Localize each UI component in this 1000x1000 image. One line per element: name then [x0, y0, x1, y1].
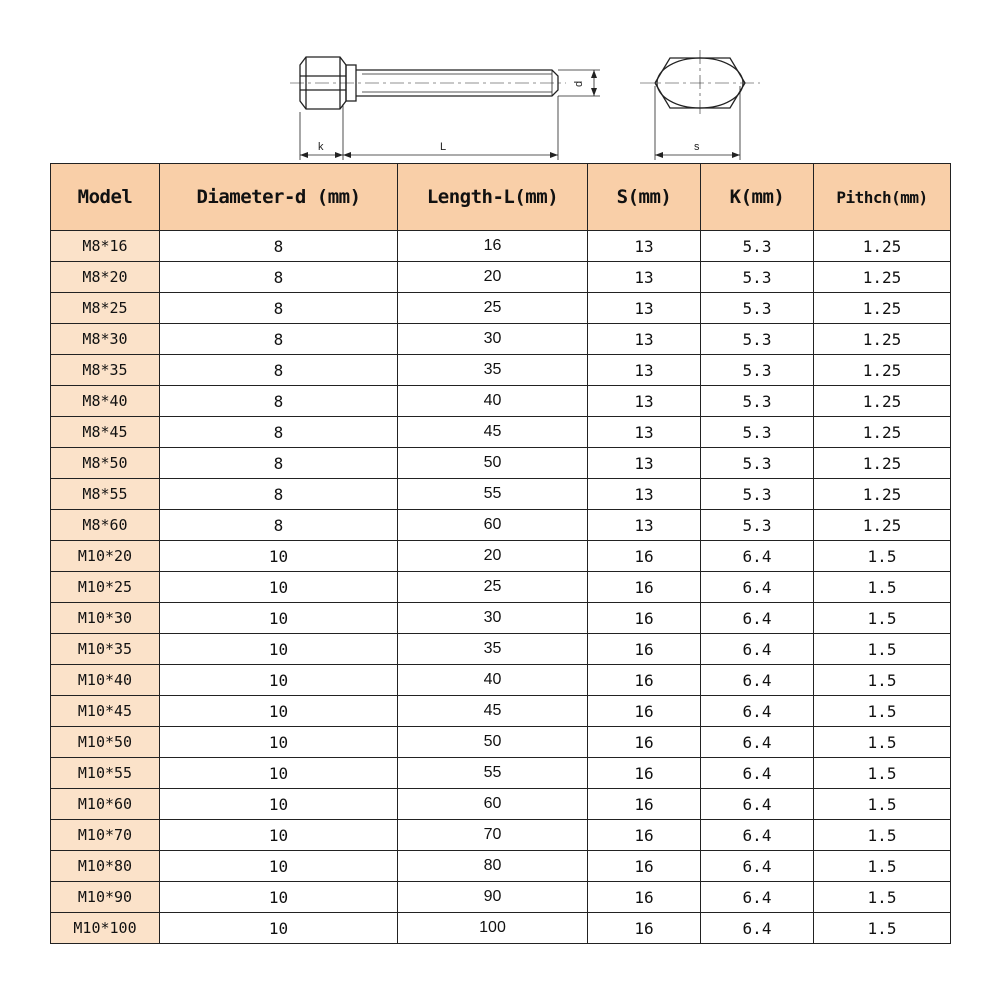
cell-s: 13	[588, 355, 701, 386]
cell-s: 16	[588, 634, 701, 665]
cell-pitch: 1.25	[814, 293, 951, 324]
table-row	[51, 851, 951, 882]
cell-k: 6.4	[701, 572, 814, 603]
cell-k: 6.4	[701, 634, 814, 665]
cell-pitch: 1.5	[814, 572, 951, 603]
cell-pitch: 1.5	[814, 696, 951, 727]
cell-length: 20	[398, 262, 588, 293]
cell-k: 6.4	[701, 789, 814, 820]
cell-length: 90	[398, 882, 588, 913]
label-s: s	[694, 141, 700, 153]
cell-diameter: 10	[160, 696, 398, 727]
cell-length: 35	[398, 355, 588, 386]
cell-model: M8*30	[51, 324, 160, 355]
cell-diameter: 10	[160, 913, 398, 944]
cell-k: 6.4	[701, 603, 814, 634]
table-row	[51, 510, 951, 541]
table-row	[51, 913, 951, 944]
cell-length: 20	[398, 541, 588, 572]
cell-pitch: 1.25	[814, 355, 951, 386]
table-row	[51, 355, 951, 386]
cell-model: M10*80	[51, 851, 160, 882]
cell-pitch: 1.5	[814, 820, 951, 851]
cell-s: 13	[588, 231, 701, 262]
cell-s: 16	[588, 603, 701, 634]
header-s: S(mm)	[588, 164, 701, 231]
cell-model: M8*45	[51, 417, 160, 448]
cell-model: M10*100	[51, 913, 160, 944]
cell-length: 60	[398, 789, 588, 820]
cell-pitch: 1.25	[814, 262, 951, 293]
cell-model: M8*60	[51, 510, 160, 541]
cell-diameter: 10	[160, 758, 398, 789]
cell-diameter: 10	[160, 851, 398, 882]
cell-length: 25	[398, 572, 588, 603]
bolt-spec-table	[50, 163, 951, 944]
cell-s: 13	[588, 479, 701, 510]
cell-model: M10*60	[51, 789, 160, 820]
cell-diameter: 8	[160, 448, 398, 479]
cell-model: M10*20	[51, 541, 160, 572]
table-row	[51, 758, 951, 789]
cell-k: 5.3	[701, 417, 814, 448]
cell-s: 16	[588, 789, 701, 820]
table-row	[51, 417, 951, 448]
cell-pitch: 1.25	[814, 510, 951, 541]
cell-k: 6.4	[701, 851, 814, 882]
cell-pitch: 1.5	[814, 882, 951, 913]
cell-model: M10*25	[51, 572, 160, 603]
cell-diameter: 8	[160, 386, 398, 417]
header-model: Model	[51, 164, 160, 231]
cell-model: M10*90	[51, 882, 160, 913]
table-row	[51, 448, 951, 479]
cell-s: 13	[588, 448, 701, 479]
cell-s: 16	[588, 851, 701, 882]
cell-diameter: 10	[160, 634, 398, 665]
header-k: K(mm)	[701, 164, 814, 231]
label-d: d	[573, 80, 585, 87]
cell-diameter: 10	[160, 820, 398, 851]
cell-diameter: 8	[160, 231, 398, 262]
table-row	[51, 634, 951, 665]
cell-model: M10*35	[51, 634, 160, 665]
cell-k: 6.4	[701, 820, 814, 851]
cell-k: 5.3	[701, 324, 814, 355]
cell-s: 16	[588, 913, 701, 944]
cell-pitch: 1.25	[814, 231, 951, 262]
table-row	[51, 479, 951, 510]
table-row	[51, 820, 951, 851]
table-row	[51, 293, 951, 324]
cell-length: 25	[398, 293, 588, 324]
table-row	[51, 324, 951, 355]
cell-model: M10*40	[51, 665, 160, 696]
cell-k: 5.3	[701, 231, 814, 262]
cell-k: 6.4	[701, 665, 814, 696]
cell-k: 6.4	[701, 727, 814, 758]
cell-diameter: 8	[160, 262, 398, 293]
cell-s: 13	[588, 417, 701, 448]
header-diameter: Diameter-d (mm)	[160, 164, 398, 231]
cell-pitch: 1.5	[814, 603, 951, 634]
cell-length: 35	[398, 634, 588, 665]
cell-pitch: 1.25	[814, 386, 951, 417]
cell-pitch: 1.5	[814, 665, 951, 696]
cell-model: M10*55	[51, 758, 160, 789]
cell-s: 13	[588, 386, 701, 417]
cell-length: 55	[398, 758, 588, 789]
cell-s: 13	[588, 262, 701, 293]
cell-s: 16	[588, 541, 701, 572]
cell-diameter: 10	[160, 541, 398, 572]
cell-diameter: 10	[160, 572, 398, 603]
cell-s: 13	[588, 293, 701, 324]
table-row	[51, 727, 951, 758]
cell-diameter: 8	[160, 510, 398, 541]
cell-length: 16	[398, 231, 588, 262]
table-header-row	[51, 164, 951, 231]
cell-model: M10*70	[51, 820, 160, 851]
table-row	[51, 603, 951, 634]
cell-pitch: 1.5	[814, 541, 951, 572]
cell-model: M8*16	[51, 231, 160, 262]
cell-s: 16	[588, 820, 701, 851]
cell-s: 16	[588, 572, 701, 603]
cell-pitch: 1.25	[814, 448, 951, 479]
cell-pitch: 1.25	[814, 324, 951, 355]
cell-pitch: 1.5	[814, 789, 951, 820]
table-row	[51, 231, 951, 262]
cell-model: M10*30	[51, 603, 160, 634]
cell-diameter: 8	[160, 417, 398, 448]
cell-model: M8*50	[51, 448, 160, 479]
table-row	[51, 386, 951, 417]
cell-length: 45	[398, 417, 588, 448]
cell-pitch: 1.5	[814, 758, 951, 789]
header-pitch: Pithch(mm)	[814, 164, 951, 231]
cell-model: M8*40	[51, 386, 160, 417]
header-length: Length-L(mm)	[398, 164, 588, 231]
cell-k: 5.3	[701, 448, 814, 479]
cell-s: 16	[588, 696, 701, 727]
bolt-dimension-diagram	[0, 0, 1000, 165]
cell-s: 16	[588, 882, 701, 913]
cell-s: 16	[588, 665, 701, 696]
table-row	[51, 665, 951, 696]
cell-length: 45	[398, 696, 588, 727]
cell-k: 6.4	[701, 541, 814, 572]
cell-s: 16	[588, 758, 701, 789]
cell-length: 55	[398, 479, 588, 510]
cell-diameter: 10	[160, 882, 398, 913]
cell-k: 5.3	[701, 355, 814, 386]
cell-diameter: 8	[160, 324, 398, 355]
cell-k: 5.3	[701, 386, 814, 417]
cell-pitch: 1.25	[814, 479, 951, 510]
cell-diameter: 10	[160, 789, 398, 820]
cell-model: M10*50	[51, 727, 160, 758]
cell-k: 5.3	[701, 293, 814, 324]
table-row	[51, 882, 951, 913]
cell-model: M8*55	[51, 479, 160, 510]
cell-model: M8*35	[51, 355, 160, 386]
table-row	[51, 262, 951, 293]
table-row	[51, 572, 951, 603]
cell-k: 6.4	[701, 696, 814, 727]
cell-length: 40	[398, 386, 588, 417]
cell-k: 6.4	[701, 913, 814, 944]
cell-diameter: 10	[160, 603, 398, 634]
cell-s: 13	[588, 510, 701, 541]
cell-diameter: 8	[160, 293, 398, 324]
cell-length: 80	[398, 851, 588, 882]
cell-k: 6.4	[701, 758, 814, 789]
table-row	[51, 696, 951, 727]
cell-length: 30	[398, 603, 588, 634]
cell-length: 50	[398, 727, 588, 758]
cell-model: M8*25	[51, 293, 160, 324]
cell-length: 100	[398, 913, 588, 944]
label-L: L	[440, 141, 447, 153]
cell-pitch: 1.5	[814, 913, 951, 944]
cell-s: 16	[588, 727, 701, 758]
cell-k: 5.3	[701, 510, 814, 541]
cell-pitch: 1.5	[814, 851, 951, 882]
cell-pitch: 1.5	[814, 634, 951, 665]
table-row	[51, 541, 951, 572]
table-row	[51, 789, 951, 820]
cell-diameter: 10	[160, 665, 398, 696]
cell-k: 6.4	[701, 882, 814, 913]
cell-length: 30	[398, 324, 588, 355]
label-k: k	[318, 141, 324, 153]
cell-length: 70	[398, 820, 588, 851]
cell-pitch: 1.5	[814, 727, 951, 758]
cell-length: 60	[398, 510, 588, 541]
cell-model: M8*20	[51, 262, 160, 293]
cell-s: 13	[588, 324, 701, 355]
cell-pitch: 1.25	[814, 417, 951, 448]
cell-diameter: 10	[160, 727, 398, 758]
cell-diameter: 8	[160, 355, 398, 386]
cell-diameter: 8	[160, 479, 398, 510]
cell-k: 5.3	[701, 479, 814, 510]
cell-model: M10*45	[51, 696, 160, 727]
cell-k: 5.3	[701, 262, 814, 293]
cell-length: 40	[398, 665, 588, 696]
cell-length: 50	[398, 448, 588, 479]
